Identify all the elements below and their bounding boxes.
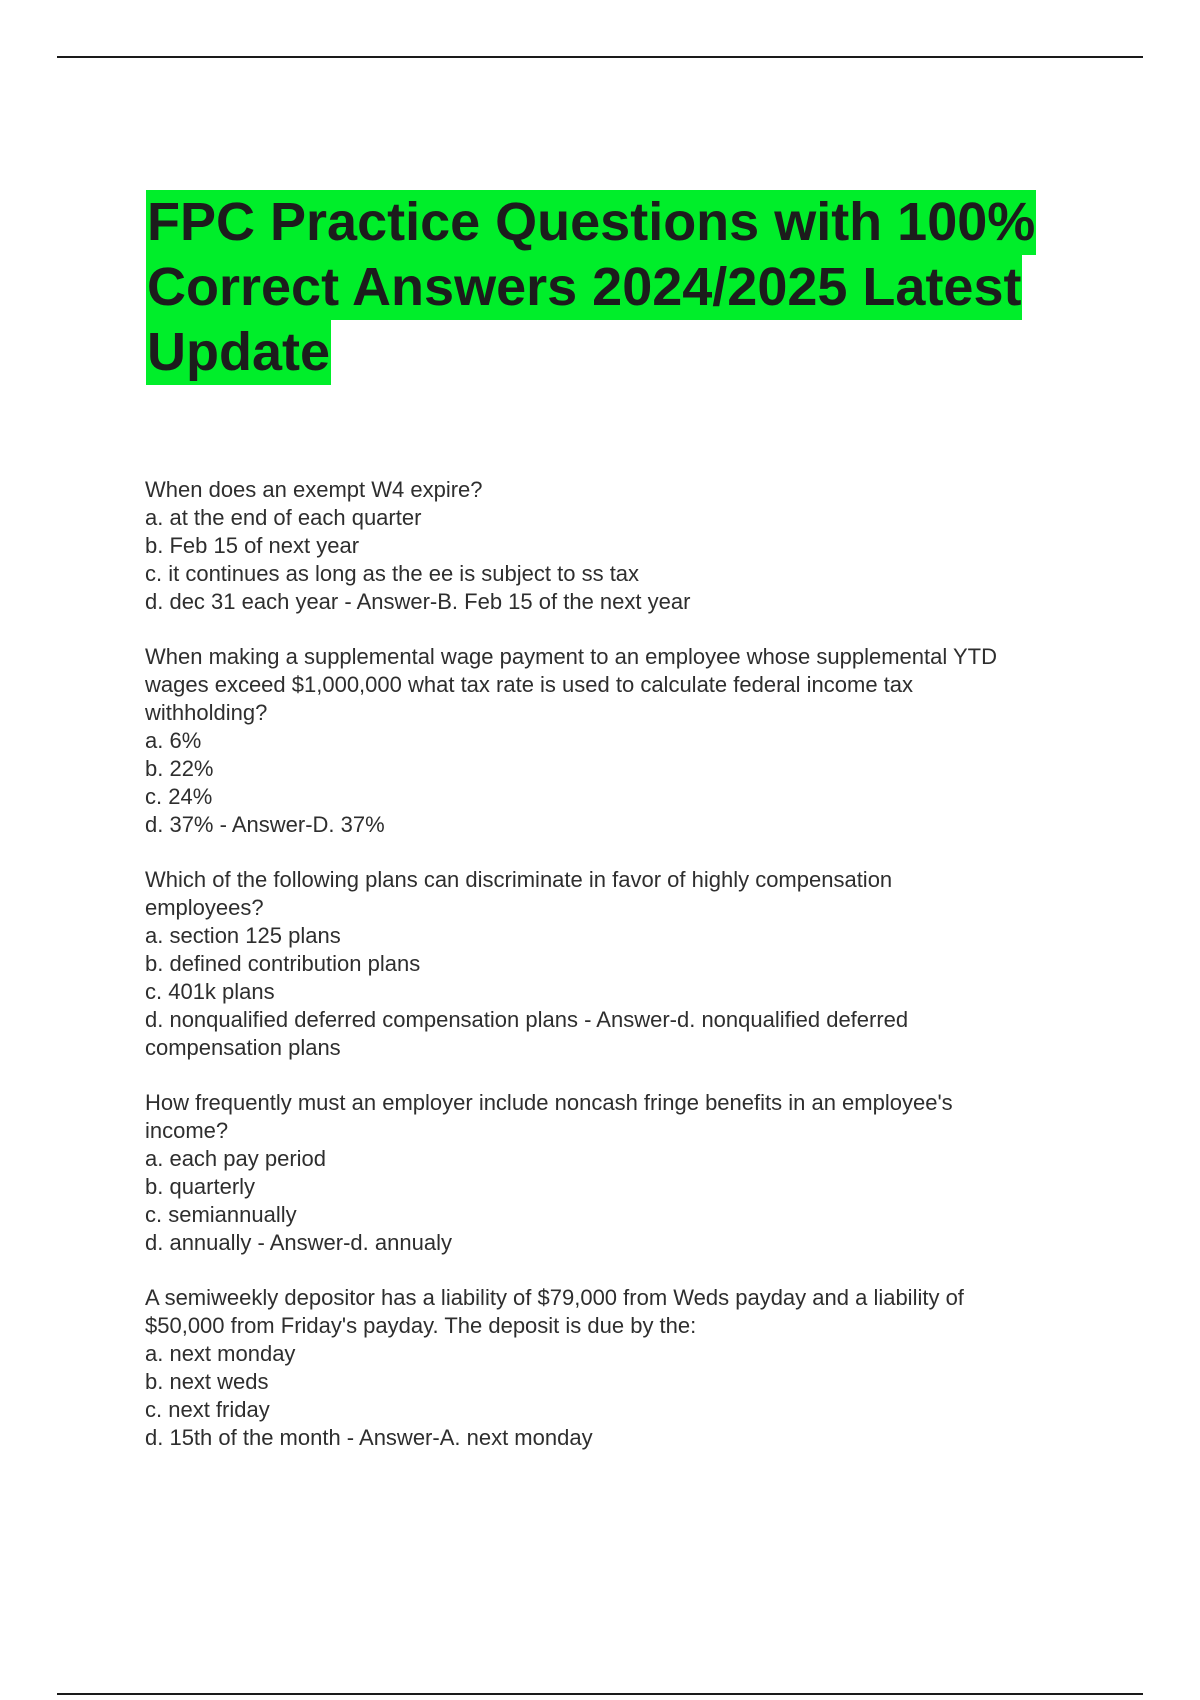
question-text: A semiweekly depositor has a liability of $79,000 from Weds payday and a liability of	[145, 1285, 964, 1310]
footer-rule	[57, 1693, 1143, 1695]
answer-option: c. semiannually	[145, 1202, 297, 1227]
question-block	[145, 1089, 1105, 1257]
title-line: Correct Answers 2024/2025 Latest	[146, 255, 1022, 320]
answer-option: compensation plans	[145, 1035, 341, 1060]
answer-option: b. Feb 15 of next year	[145, 533, 360, 558]
question-block	[145, 643, 1105, 839]
header-rule	[57, 56, 1143, 58]
answer-option: b. next weds	[145, 1369, 269, 1394]
question-text: wages exceed $1,000,000 what tax rate is used to calculate federal income tax	[145, 672, 914, 697]
question-text: employees?	[145, 895, 264, 920]
answer-option: d. nonqualified deferred compensation plans - Answer-d. nonqualified deferred	[145, 1007, 909, 1032]
answer-option: d. dec 31 each year - Answer-B. Feb 15 of the next year	[145, 589, 691, 614]
answer-option: b. defined contribution plans	[145, 951, 421, 976]
title-line: Update	[146, 320, 331, 385]
answer-option: d. 15th of the month - Answer-A. next monday	[145, 1425, 593, 1450]
question-block	[145, 1284, 1105, 1452]
answer-option: a. each pay period	[145, 1146, 327, 1171]
answer-option: b. quarterly	[145, 1174, 256, 1199]
answer-option: b. 22%	[145, 756, 214, 781]
answer-option: a. section 125 plans	[145, 923, 341, 948]
answer-option: d. annually - Answer-d. annualy	[145, 1230, 452, 1255]
answer-option: a. at the end of each quarter	[145, 505, 422, 530]
question-list	[145, 476, 1105, 1479]
answer-option: c. next friday	[145, 1397, 270, 1422]
question-block	[145, 476, 1105, 616]
answer-option: d. 37% - Answer-D. 37%	[145, 812, 385, 837]
question-text: $50,000 from Friday's payday. The deposit is due by the:	[145, 1313, 697, 1338]
document-title	[146, 190, 1086, 385]
question-text: How frequently must an employer include noncash fringe benefits in an employee's	[145, 1090, 953, 1115]
answer-option: c. it continues as long as the ee is subject to ss tax	[145, 561, 640, 586]
question-text: income?	[145, 1118, 229, 1143]
answer-option: c. 24%	[145, 784, 213, 809]
answer-option: c. 401k plans	[145, 979, 275, 1004]
question-text: Which of the following plans can discriminate in favor of highly compensation	[145, 867, 893, 892]
title-line: FPC Practice Questions with 100%	[146, 190, 1036, 255]
question-text: When making a supplemental wage payment to an employee whose supplemental YTD	[145, 644, 997, 669]
question-text: When does an exempt W4 expire?	[145, 477, 483, 502]
answer-option: a. 6%	[145, 728, 202, 753]
answer-option: a. next monday	[145, 1341, 296, 1366]
question-block	[145, 866, 1105, 1062]
question-text: withholding?	[145, 700, 268, 725]
